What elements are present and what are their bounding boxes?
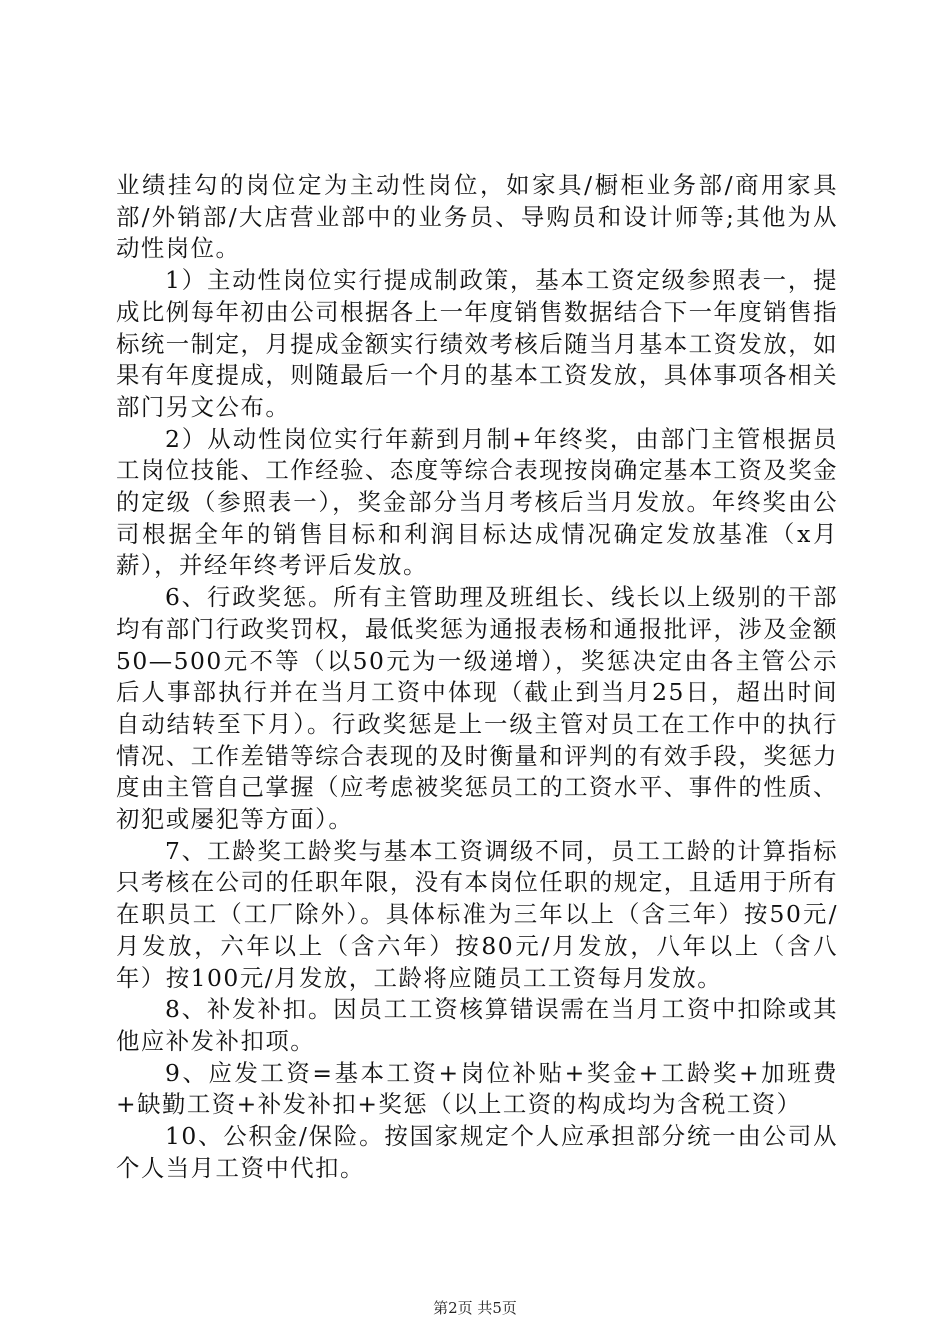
paragraph-section-7: 7、工龄奖工龄奖与基本工资调级不同，员工工龄的计算指标只考核在公司的任职年限，没有本岗位任职的规定，且适用于所有在职员工（工厂除外）。具体标准为三年以上（含三年）按50元/月发放，六年以上（含六年）按80元/月发放，八年以上（含八年）按100元/月发放，工龄将应随员工工资每月发放。 — [116, 836, 838, 992]
paragraph-section-6: 6、行政奖惩。所有主管助理及班组长、线长以上级别的干部均有部门行政奖罚权，最低奖惩为通报表杨和通报批评，涉及金额50—500元不等（以50元为一级递增），奖惩决定由各主管公示后人事部执行并在当月工资中体现（截止到当月25日，超出时间自动结转至下月）。行政奖惩是上一级主管对员工在工作中的执行情况、工作差错等综合表现的及时衡量和评判的有效手段，奖惩力度由主管自己掌握（应考虑被奖惩员工的工资水平、事件的性质、初犯或屡犯等方面）。 — [116, 583, 838, 834]
paragraph-item-1: 1）主动性岗位实行提成制政策，基本工资定级参照表一，提成比例每年初由公司根据各上一年度销售数据结合下一年度销售指标统一制定，月提成金额实行绩效考核后随当月基本工资发放，如果有年度提成，则随最后一个月的基本工资发放，具体事项各相关部门另文公布。 — [116, 266, 838, 421]
paragraph-section-8: 8、补发补扣。因员工工资核算错误需在当月工资中扣除或其他应补发补扣项。 — [116, 995, 838, 1055]
paragraph-section-10: 10、公积金/保险。按国家规定个人应承担部分统一由公司从个人当月工资中代扣。 — [116, 1122, 838, 1182]
paragraph-item-2: 2）从动性岗位实行年薪到月制+年终奖，由部门主管根据员工岗位技能、工作经验、态度等综合表现按岗确定基本工资及奖金的定级（参照表一），奖金部分当月考核后当月发放。年终奖由公司根据全年的销售目标和利润目标达成情况确定发放基准（x月薪），并经年终考评后发放。 — [116, 424, 838, 580]
paragraph-section-9: 9、应发工资=基本工资+岗位补贴+奖金+工龄奖+加班费+缺勤工资+补发补扣+奖惩（以上工资的构成均为含税工资） — [116, 1058, 838, 1119]
page-number-footer: 第2页 共5页 — [433, 1299, 517, 1317]
document-body — [116, 170, 838, 1185]
paragraph-continuation: 业绩挂勾的岗位定为主动性岗位，如家具/橱柜业务部/商用家具部/外销部/大店营业部中的业务员、导购员和设计师等;其他为从动性岗位。 — [116, 171, 838, 263]
